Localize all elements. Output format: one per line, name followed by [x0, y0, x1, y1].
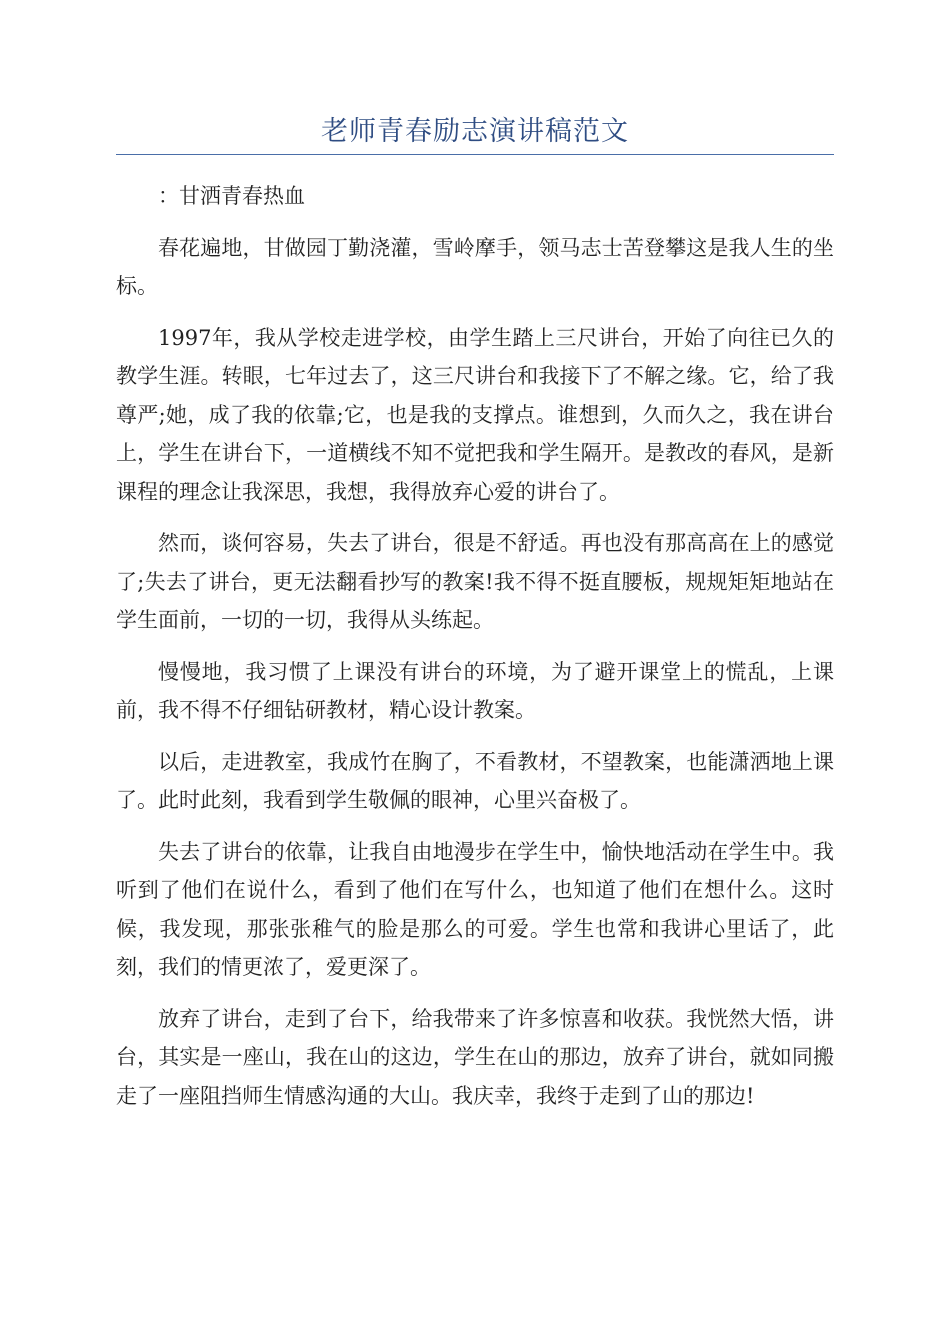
paragraph: 然而，谈何容易，失去了讲台，很是不舒适。再也没有那高高在上的感觉了;失去了讲台，更无法翻看抄写的教案!我不得不挺直腰板，规规矩矩地站在学生面前，一切的一切，我得从头练起。: [116, 531, 834, 632]
title-underline: [116, 154, 834, 155]
paragraph: 春花遍地，甘做园丁勤浇灌，雪岭摩手，领马志士苦登攀这是我人生的坐标。: [116, 235, 834, 298]
paragraph: 慢慢地，我习惯了上课没有讲台的环境，为了避开课堂上的慌乱，上课前，我不得不仔细钻研教材，精心设计教案。: [116, 659, 834, 722]
document-title: 老师青春励志演讲稿范文: [321, 116, 629, 147]
paragraph: 1997年，我从学校走进学校，由学生踏上三尺讲台，开始了向往已久的教学生涯。转眼，七年过去了，这三尺讲台和我接下了不解之缘。它，给了我尊严;她，成了我的依靠;它，也是我的支撑点。谁想到，久而久之，我在讲台上，学生在讲台下，一道横线不知不觉把我和学生隔开。是教改的春风，是新课程的理念让我深思，我想，我得放弃心爱的讲台了。: [116, 325, 834, 504]
paragraph: 失去了讲台的依靠，让我自由地漫步在学生中，愉快地活动在学生中。我听到了他们在说什么，看到了他们在写什么，也知道了他们在想什么。这时候，我发现，那张张稚气的脸是那么的可爱。学生也常和我讲心里话了，此刻，我们的情更浓了，爱更深了。: [116, 839, 834, 979]
subtitle: ：甘洒青春热血: [158, 184, 305, 208]
paragraph: 以后，走进教室，我成竹在胸了，不看教材，不望教案，也能潇洒地上课了。此时此刻，我看到学生敬佩的眼神，心里兴奋极了。: [116, 749, 834, 812]
document-page: [116, 0, 834, 1128]
paragraph: 放弃了讲台，走到了台下，给我带来了许多惊喜和收获。我恍然大悟，讲台，其实是一座山，我在山的这边，学生在山的那边，放弃了讲台，就如同搬走了一座阻挡师生情感沟通的大山。我庆幸，我终于走到了山的那边!: [116, 1006, 834, 1108]
document-body: [116, 177, 834, 1115]
